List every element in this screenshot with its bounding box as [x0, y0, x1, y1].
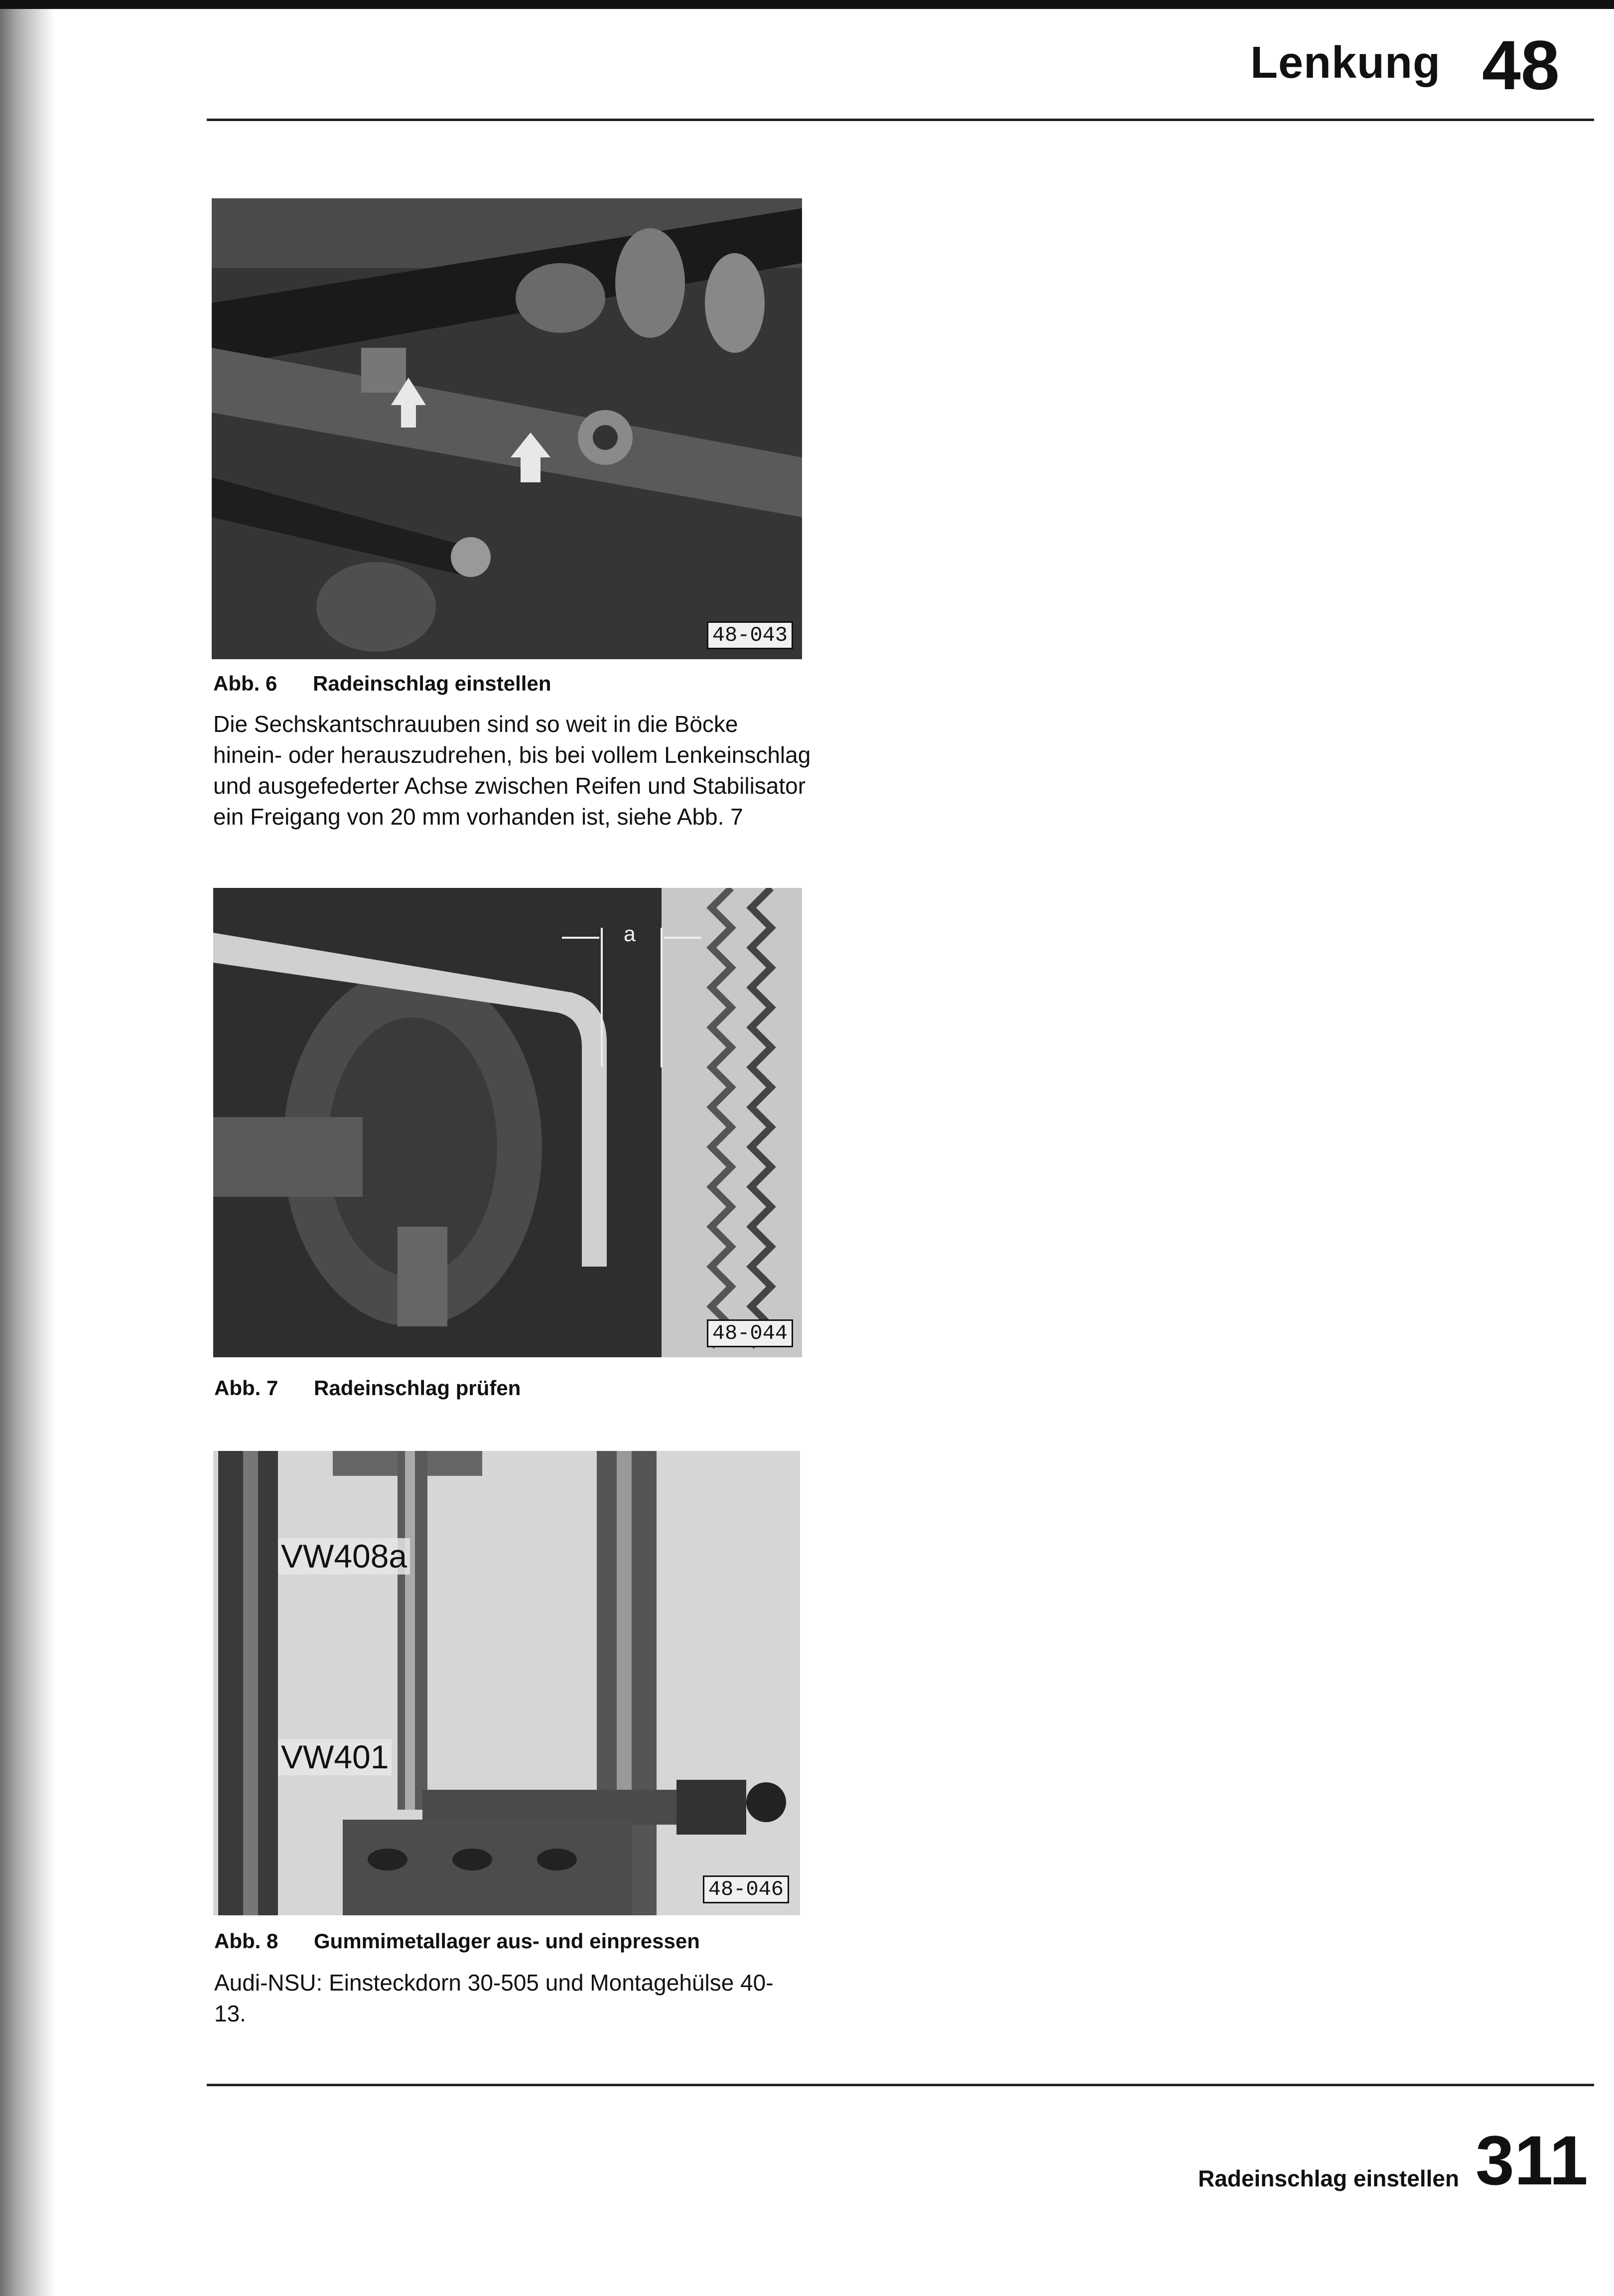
figure-6-code: 48-043	[707, 621, 793, 649]
figure-7-caption-number: Abb. 7	[214, 1376, 278, 1400]
figure-7-code: 48-044	[707, 1319, 793, 1347]
figure-8-photo	[213, 1451, 800, 1915]
figure-6-caption	[213, 672, 551, 696]
tool-label-vw401: VW401	[278, 1739, 392, 1775]
figure-8-caption-number: Abb. 8	[214, 1929, 278, 1953]
figure-7-caption-title: Radeinschlag prüfen	[314, 1376, 521, 1400]
figure-7-dimension-label: a	[623, 923, 637, 948]
figure-8-caption	[214, 1929, 700, 1953]
tool-label-vw408a: VW408a	[278, 1538, 410, 1575]
section-number: 48	[1482, 26, 1560, 104]
footer-rule	[207, 2084, 1594, 2086]
figure-8-caption-title: Gummimetallager aus- und einpressen	[314, 1929, 700, 1953]
figure-6-photo	[212, 198, 802, 659]
footer-section-text: Radeinschlag einstellen	[1198, 2165, 1460, 2191]
section-title: Lenkung	[1250, 38, 1441, 88]
page-top-edge	[0, 0, 1614, 9]
header-rule	[207, 119, 1594, 121]
figure-6-body-text: Die Sechskantschrauuben sind so weit in die Böcke hinein- oder herauszudrehen, bis bei vollem Lenkeinschlag und ausgefederter Achse zwischen Reifen und Stabilisator ein Freigang von 20 mm vorhanden ist, siehe Abb. 7	[213, 711, 811, 830]
figure-6-caption-number: Abb. 6	[213, 672, 277, 695]
figure-6-caption-title: Radeinschlag einstellen	[313, 672, 551, 695]
page-number: 311	[1476, 2121, 1588, 2199]
figure-7-photo	[213, 888, 802, 1357]
figure-8-code: 48-046	[703, 1875, 789, 1903]
figure-7-caption	[214, 1376, 521, 1400]
page-binding-shadow	[0, 0, 55, 2296]
figure-8-body-text: Audi-NSU: Einsteckdorn 30-505 und Montagehülse 40-13.	[214, 1970, 774, 2026]
